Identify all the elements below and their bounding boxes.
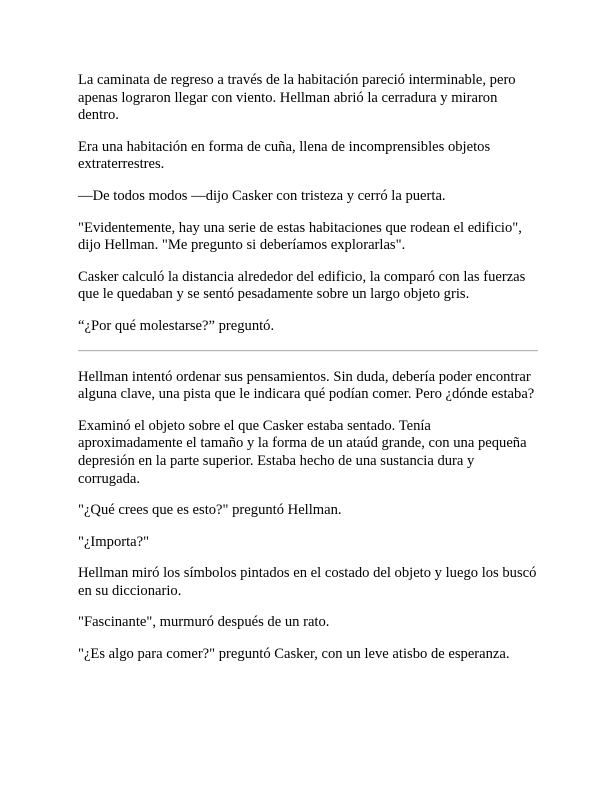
paragraph: —De todos modos —dijo Casker con tristeza y cerró la puerta. bbox=[78, 187, 446, 204]
paragraph: Casker calculó la distancia alrededor del edificio, la comparó con las fuerzas que le quedaban y se sentó pesadamente sobre un largo objeto gris. bbox=[78, 268, 526, 303]
paragraph: "Fascinante", murmuró después de un rato. bbox=[78, 614, 330, 631]
paragraph: "¿Qué crees que es esto?" preguntó Hellman. bbox=[78, 502, 342, 519]
section-divider bbox=[78, 350, 538, 352]
paragraph: "¿Es algo para comer?" preguntó Casker, con un leve atisbo de esperanza. bbox=[78, 646, 510, 663]
paragraph: Hellman intentó ordenar sus pensamientos. Sin duda, debería poder encontrar alguna clave, una pista que le indicara qué podían comer. Pero ¿dónde estaba? bbox=[78, 368, 535, 403]
paragraph: "¿Importa?" bbox=[78, 533, 150, 550]
paragraph: Era una habitación en forma de cuña, llena de incomprensibles objetos extraterrestres. bbox=[78, 138, 491, 173]
paragraph: Hellman miró los símbolos pintados en el costado del objeto y luego los buscó en su diccionario. bbox=[78, 565, 537, 599]
paragraph: “¿Por qué molestarse?” preguntó. bbox=[78, 317, 275, 334]
paragraph: "Evidentemente, hay una serie de estas habitaciones que rodean el edificio", dijo Hellman. "Me pregunto si deberíamos explorarlas". bbox=[78, 219, 522, 254]
document-page bbox=[78, 72, 538, 678]
paragraph: Examinó el objeto sobre el que Casker estaba sentado. Tenía aproximadamente el tamaño y la forma de un ataúd grande, con una pequeña depresión en la parte superior. Estaba hecho de una sustancia dura y corrugada. bbox=[78, 417, 527, 487]
paragraph: La caminata de regreso a través de la habitación pareció interminable, pero apenas lograron llegar con viento. Hellman abrió la cerradura y miraron dentro. bbox=[78, 72, 516, 124]
